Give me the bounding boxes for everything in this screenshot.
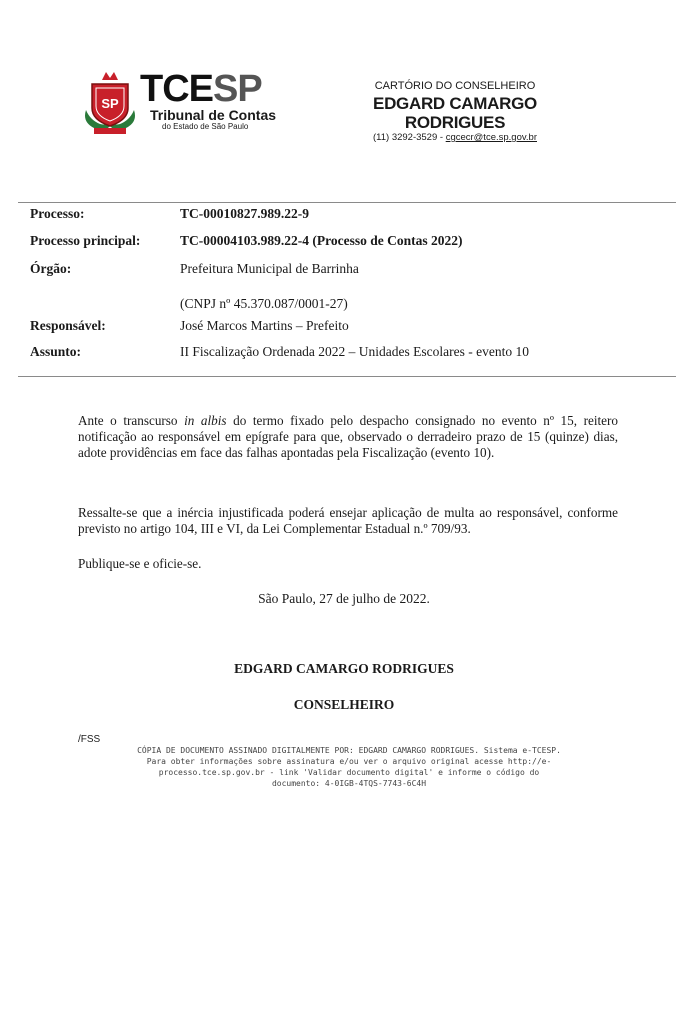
cartorio-title: CARTÓRIO DO CONSELHEIRO xyxy=(374,80,536,92)
initials: /FSS xyxy=(78,734,101,745)
tribunal-subtitle: do Estado de São Paulo xyxy=(162,122,249,131)
cnpj-row xyxy=(30,296,670,316)
tribunal-name: Tribunal de Contas xyxy=(150,107,277,123)
bottom-divider xyxy=(18,376,676,377)
processo-principal-row xyxy=(30,233,670,253)
top-divider xyxy=(18,202,676,203)
seal-letters: SP xyxy=(101,96,119,111)
document-header xyxy=(80,68,600,143)
signature-note-line-2: Para obter informações sobre assinatura e/ou ver o arquivo original acesse http://e- xyxy=(146,757,552,766)
tcesp-wordmark: TCESP xyxy=(140,68,262,110)
paragraph-publish: Publique-se e oficie-se. xyxy=(78,556,202,571)
paragraph-notification: Ante o transcurso in albis do termo fixado pelo despacho consignado no evento nº 15, reitero notificação ao responsável em epígrafe para que, observado o derradeiro prazo de 15 (quinze) dias, adote providências em face das falhas apontadas pela Fiscalização (evento 10). xyxy=(78,413,618,460)
processo-value: TC-00010827.989.22-9 xyxy=(180,206,309,221)
cartorio-phone: (11) 3292-3529 - xyxy=(372,132,446,143)
signer-role: CONSELHEIRO xyxy=(293,697,395,712)
cartorio-contact xyxy=(336,132,574,143)
paragraph-penalty: Ressalte-se que a inércia injustificada poderá ensejar aplicação de multa ao responsável, conforme previsto no artigo 104, III e VI, da Lei Complementar Estadual n.º 709/93. xyxy=(78,505,618,536)
cartorio-name: EDGARD CAMARGO RODRIGUES xyxy=(373,94,537,132)
orgao-value: Prefeitura Municipal de Barrinha xyxy=(180,261,359,276)
digital-signature-note xyxy=(74,745,624,789)
cartorio-email-link[interactable]: cgcecr@tce.sp.gov.br xyxy=(445,132,537,143)
document-date: São Paulo, 27 de julho de 2022. xyxy=(258,591,430,606)
orgao-label: Órgão: xyxy=(30,261,72,276)
responsavel-row xyxy=(30,318,670,338)
signer-name: EDGARD CAMARGO RODRIGUES xyxy=(234,661,454,676)
signature-note-line-3: processo.tce.sp.gov.br - link 'Validar documento digital' e informe o código do xyxy=(158,768,540,777)
signature-note-line-1: CÓPIA DE DOCUMENTO ASSINADO DIGITALMENTE POR: EDGARD CAMARGO RODRIGUES. Sistema e-TCESP. xyxy=(137,746,561,755)
assunto-value: II Fiscalização Ordenada 2022 – Unidades Escolares - evento 10 xyxy=(180,344,529,359)
cartorio-block xyxy=(336,80,574,143)
processo-row xyxy=(30,206,670,226)
processo-principal-value: TC-00004103.989.22-4 (Processo de Contas 2022) xyxy=(180,233,463,248)
responsavel-value: José Marcos Martins – Prefeito xyxy=(180,318,349,333)
in-albis-italic: in albis xyxy=(184,413,227,428)
sao-paulo-seal-icon xyxy=(80,70,140,136)
responsavel-label: Responsável: xyxy=(30,318,106,333)
signature-note-line-4: documento: 4-0IGB-4TQS-7743-6C4H xyxy=(271,779,427,788)
processo-label: Processo: xyxy=(30,206,85,221)
assunto-row xyxy=(30,344,670,364)
orgao-row xyxy=(30,261,670,281)
processo-principal-label: Processo principal: xyxy=(30,233,141,248)
tcesp-logo xyxy=(140,68,277,131)
cnpj-value: (CNPJ nº 45.370.087/0001-27) xyxy=(180,296,348,311)
assunto-label: Assunto: xyxy=(30,344,82,359)
